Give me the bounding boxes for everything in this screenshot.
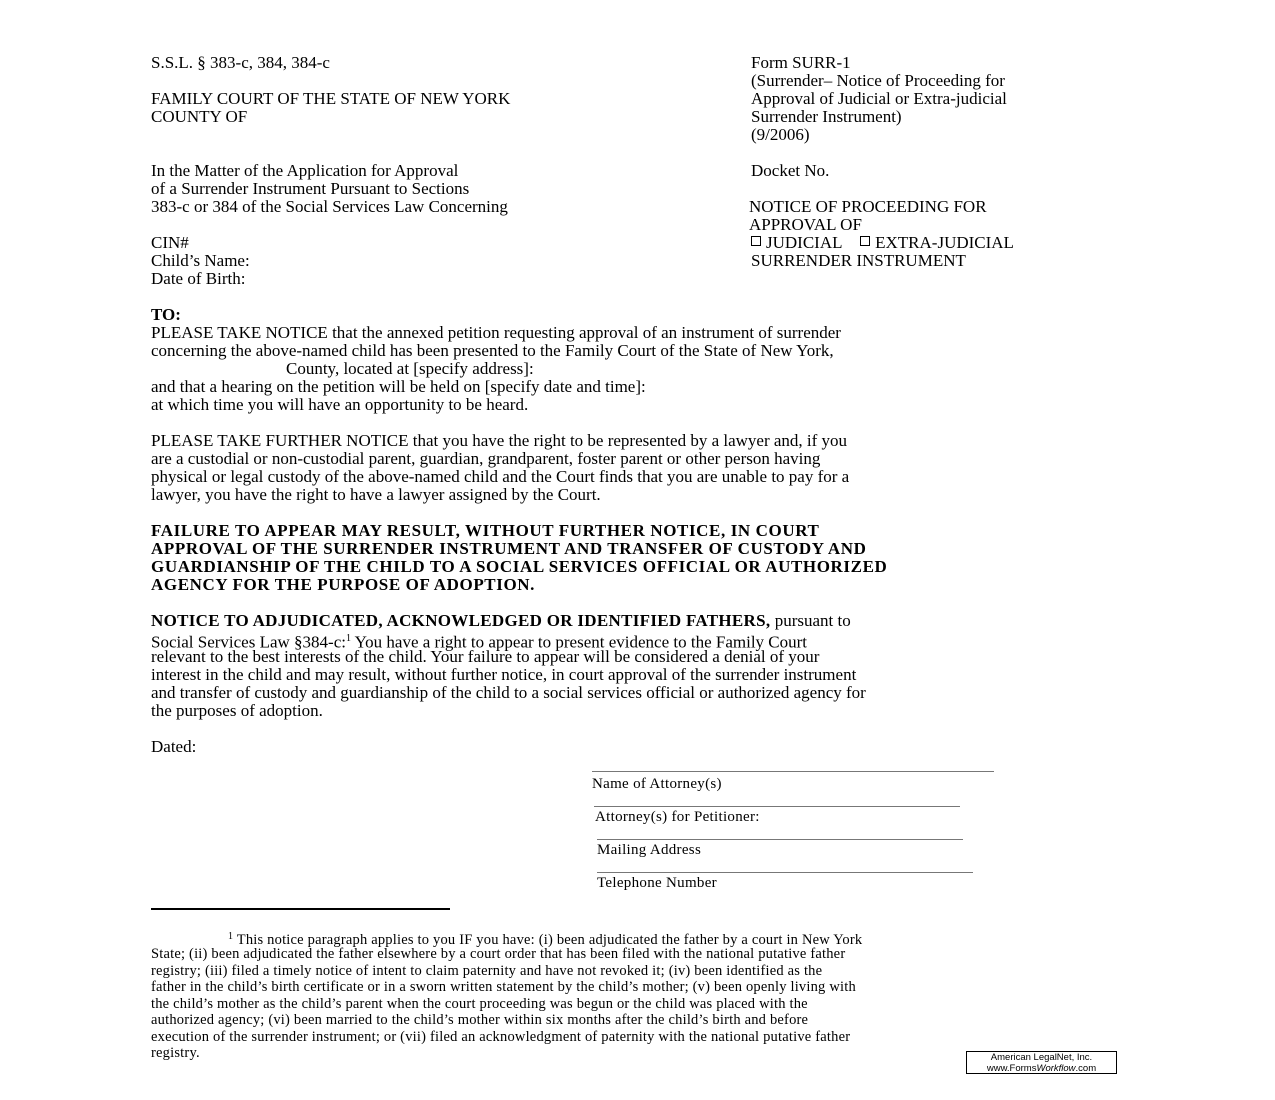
notice-paragraph-line: at which time you will have an opportunity to be heard.: [151, 395, 529, 414]
fathers-notice-line: relevant to the best interests of the child. Your failure to appear will be considered a denial of your: [151, 647, 820, 666]
footnote-line: authorized agency; (vi) been married to the child’s mother within six months after the child’s birth and before: [151, 1012, 809, 1028]
notice-title-line: APPROVAL OF: [749, 215, 862, 234]
fathers-notice-line: and transfer of custody and guardianship of the child to a social services official or authorized agency for: [151, 683, 866, 702]
signature-line[interactable]: [597, 872, 973, 873]
judicial-option-label: JUDICIAL: [766, 233, 842, 252]
notice-paragraph-line: PLEASE TAKE NOTICE that the annexed petition requesting approval of an instrument of surrender: [151, 323, 841, 342]
failure-warning-line: GUARDIANSHIP OF THE CHILD TO A SOCIAL SERVICES OFFICIAL OR AUTHORIZED: [151, 557, 888, 576]
badge-url-italic: Workflow: [1036, 1062, 1076, 1074]
extra-judicial-checkbox[interactable]: [860, 236, 870, 246]
form-id: Form SURR-1: [751, 53, 851, 72]
badge-url-prefix: www.Forms: [986, 1062, 1037, 1074]
fathers-notice-line: interest in the child and may result, without further notice, in court approval of the surrender instrument: [151, 665, 857, 684]
notice-title-line: SURRENDER INSTRUMENT: [751, 251, 966, 270]
cin-label: CIN#: [151, 233, 189, 252]
statute-citation: Social Services Law §384-c:: [151, 632, 346, 652]
notice-title-line: NOTICE OF PROCEEDING FOR: [749, 197, 987, 216]
instrument-type-options: [751, 234, 1014, 252]
form-description-line: Approval of Judicial or Extra-judicial: [751, 89, 1007, 108]
matter-caption-line: of a Surrender Instrument Pursuant to Sections: [151, 179, 470, 198]
footnote-line: execution of the surrender instrument; or (vii) filed an acknowledgment of paternity with the national putative father: [151, 1029, 851, 1045]
badge-url: [967, 1064, 1116, 1075]
fathers-notice-line: the purposes of adoption.: [151, 701, 323, 720]
notice-paragraph-line: concerning the above-named child has been presented to the Family Court of the State of New York,: [151, 341, 834, 360]
form-description-line: (Surrender– Notice of Proceeding for: [751, 71, 1005, 90]
form-description-line: Surrender Instrument): [751, 107, 902, 126]
notice-paragraph-line: and that a hearing on the petition will be held on [specify date and time]:: [151, 377, 646, 396]
mailing-address-label: Mailing Address: [597, 842, 702, 858]
extra-judicial-option-label: EXTRA-JUDICIAL: [875, 233, 1014, 252]
footnote-marker: 1: [228, 931, 234, 942]
telephone-number-label: Telephone Number: [597, 875, 717, 891]
footnote-reference[interactable]: 1: [345, 633, 351, 644]
fathers-notice-heading-line: [151, 612, 851, 630]
badge-company: American LegalNet, Inc.: [990, 1052, 1093, 1063]
failure-warning-line: AGENCY FOR THE PURPOSE OF ADOPTION.: [151, 575, 536, 594]
footnote-line: registry; (iii) filed a timely notice of intent to claim paternity and have not revoked it; (iv) been identified as the: [151, 963, 823, 979]
signature-line[interactable]: [594, 806, 960, 807]
footnote-line: father in the child’s birth certificate or in a sworn written statement by the child’s mother; (v) been openly living with: [151, 979, 856, 995]
footnote-separator: [151, 908, 450, 910]
to-label: TO:: [151, 305, 181, 324]
footnote-line: State; (ii) been adjudicated the father elsewhere by a court order that has been filed with the national putative father: [151, 946, 846, 962]
further-notice-line: physical or legal custody of the above-named child and the Court finds that you are unable to pay for a: [151, 467, 850, 486]
judicial-checkbox[interactable]: [751, 236, 761, 246]
failure-warning-line: FAILURE TO APPEAR MAY RESULT, WITHOUT FURTHER NOTICE, IN COURT: [151, 521, 820, 540]
matter-caption-line: 383-c or 384 of the Social Services Law Concerning: [151, 197, 508, 216]
badge-url-suffix: .com: [1075, 1062, 1097, 1074]
footnote-line: registry.: [151, 1045, 200, 1061]
dated-label: Dated:: [151, 737, 197, 756]
further-notice-line: lawyer, you have the right to have a lawyer assigned by the Court.: [151, 485, 601, 504]
further-notice-line: are a custodial or non-custodial parent, guardian, grandparent, foster parent or other person having: [151, 449, 821, 468]
notice-paragraph-line: County, located at [specify address]:: [286, 359, 534, 378]
child-name-label: Child’s Name:: [151, 251, 250, 270]
fathers-notice-heading: NOTICE TO ADJUDICATED, ACKNOWLEDGED OR IDENTIFIED FATHERS,: [151, 611, 771, 630]
docket-number-label: Docket No.: [751, 161, 830, 180]
signature-line[interactable]: [592, 771, 994, 772]
signature-line[interactable]: [597, 839, 963, 840]
statute-reference: S.S.L. § 383-c, 384, 384-c: [151, 53, 330, 72]
court-name: FAMILY COURT OF THE STATE OF NEW YORK: [151, 89, 511, 108]
attorney-for-label: Attorney(s) for Petitioner:: [595, 809, 760, 825]
failure-warning-line: APPROVAL OF THE SURRENDER INSTRUMENT AND TRANSFER OF CUSTODY AND: [151, 539, 867, 558]
fathers-notice-text: You have a right to appear to present evidence to the Family Court: [350, 632, 808, 652]
footnote-line: the child’s mother as the child’s parent when the court proceeding was begun or the child was placed with the: [151, 996, 808, 1012]
attorney-name-label: Name of Attorney(s): [592, 776, 722, 792]
form-revision-date: (9/2006): [751, 125, 810, 144]
county-label: COUNTY OF: [151, 107, 248, 126]
american-legalnet-badge[interactable]: [966, 1051, 1117, 1074]
matter-caption-line: In the Matter of the Application for Approval: [151, 161, 459, 180]
footnote-text: This notice paragraph applies to you IF you have: (i) been adjudicated the father by a court in New York: [233, 932, 863, 948]
date-of-birth-label: Date of Birth:: [151, 269, 246, 288]
further-notice-line: PLEASE TAKE FURTHER NOTICE that you have the right to be represented by a lawyer and, if you: [151, 431, 848, 450]
fathers-notice-heading-tail: pursuant to: [770, 611, 851, 630]
